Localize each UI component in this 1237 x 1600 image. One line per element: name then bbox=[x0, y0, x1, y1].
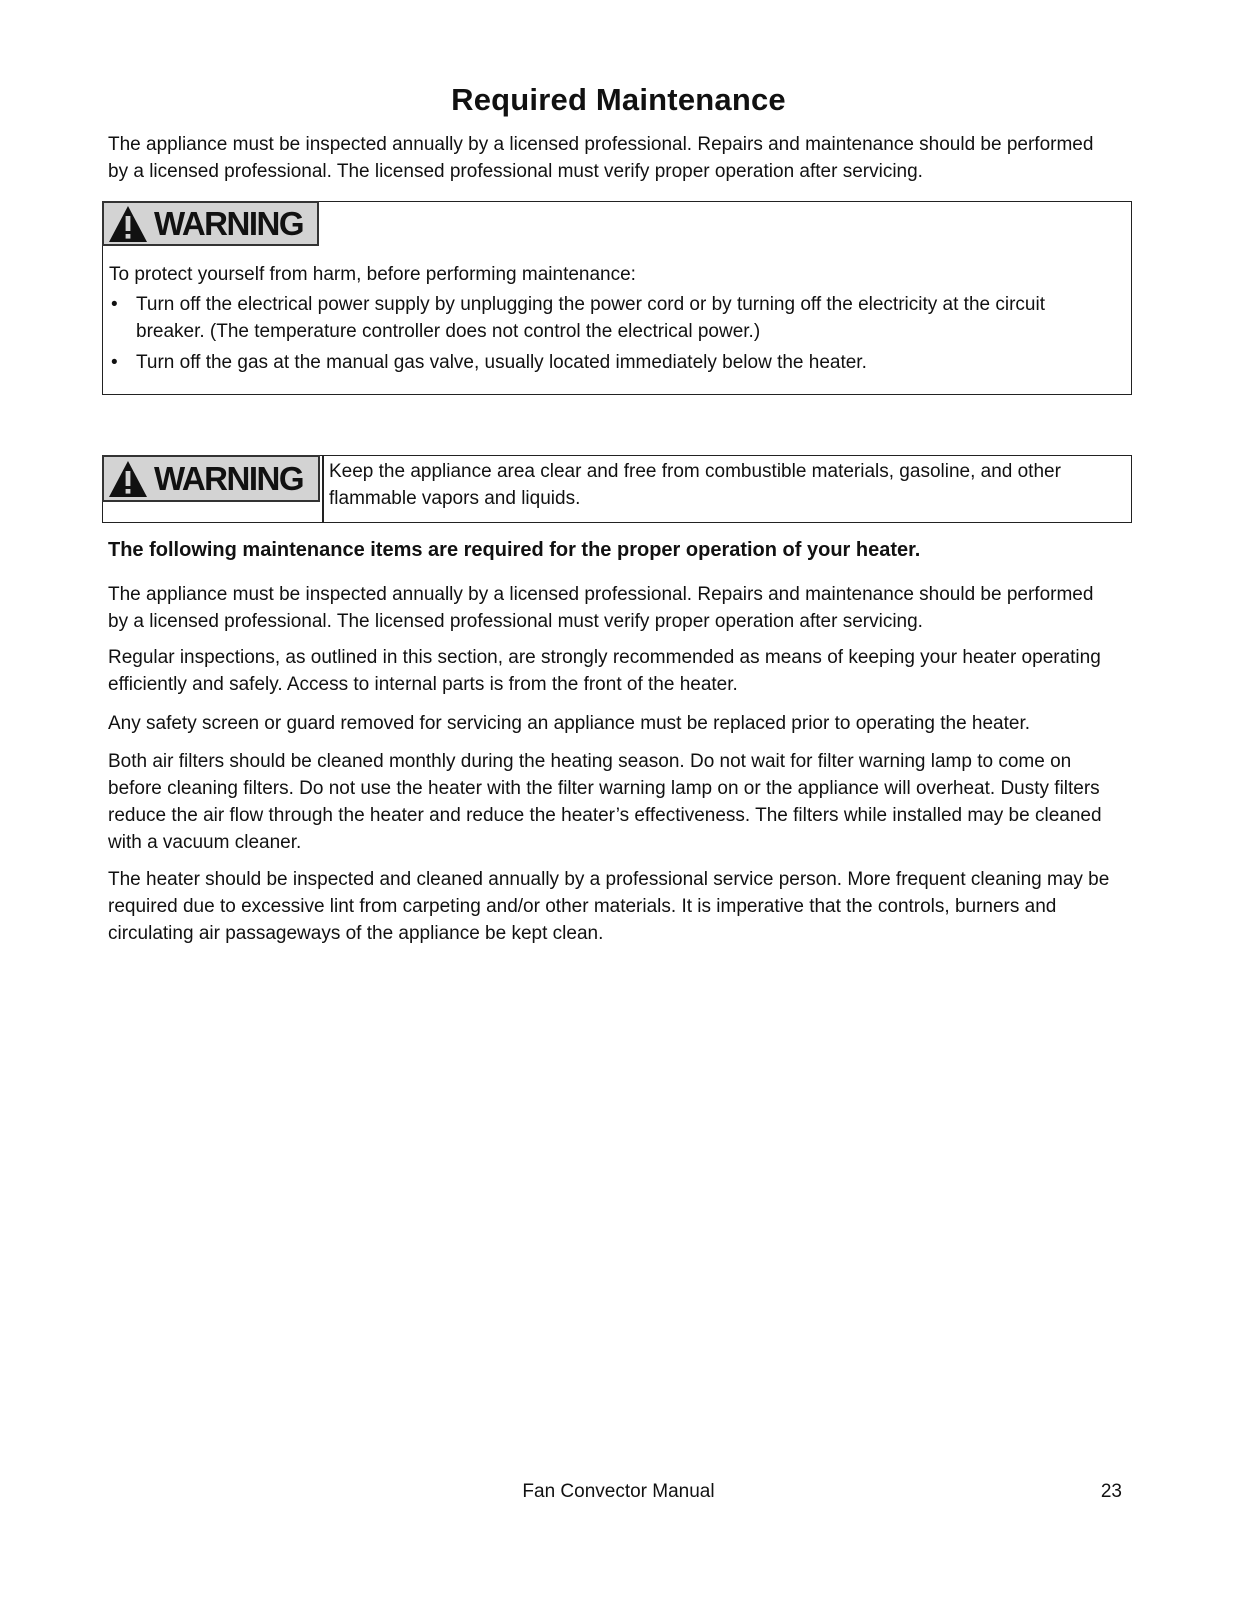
divider bbox=[322, 456, 324, 522]
maintenance-paragraph: The appliance must be inspected annually by a licensed professional. Repairs and maintenance should be performed by a licensed professional. The licensed professional must verify proper operation after servicing. bbox=[108, 584, 1094, 632]
intro-paragraph: The appliance must be inspected annually by a licensed professional. Repairs and maintenance should be performed by a licensed professional. The licensed professional must verify proper operation after servicing. bbox=[108, 134, 1094, 182]
page-number: 23 bbox=[1100, 1481, 1122, 1502]
warning-badge bbox=[102, 455, 320, 502]
page-title: Required Maintenance bbox=[451, 82, 786, 117]
warning-badge bbox=[102, 201, 319, 246]
maintenance-paragraph: Any safety screen or guard removed for servicing an appliance must be replaced prior to operating the heater. bbox=[108, 713, 1031, 734]
list-item bbox=[109, 291, 1109, 345]
bullet-icon: • bbox=[111, 352, 118, 373]
section-heading: The following maintenance items are required for the proper operation of your heater. bbox=[108, 539, 921, 561]
list-item bbox=[109, 349, 1109, 376]
bullet-icon: • bbox=[111, 294, 118, 315]
maintenance-paragraph: Both air filters should be cleaned monthly during the heating season. Do not wait for filter warning lamp to come on before cleaning filters. Do not use the heater with the filter warning lamp on or the appliance will overheat. Dusty filters reduce the air flow through the heater and reduce the heater’s effectiveness. The filters while installed may be cleaned with a vacuum cleaner. bbox=[108, 751, 1102, 853]
warning-text: Keep the appliance area clear and free from combustible materials, gasoline, and other flammable vapors and liquids. bbox=[329, 461, 1061, 509]
warning-label: WARNING bbox=[154, 460, 303, 497]
warning-bullet-list bbox=[109, 291, 1109, 380]
maintenance-paragraph: The heater should be inspected and cleaned annually by a professional service person. More frequent cleaning may be required due to excessive lint from carpeting and/or other materials. It is imperative that the controls, burners and circulating air passageways of the appliance be kept clean. bbox=[108, 869, 1110, 944]
warning-label: WARNING bbox=[154, 205, 303, 242]
warning-box-combustibles bbox=[102, 455, 1132, 523]
maintenance-paragraph: Regular inspections, as outlined in this section, are strongly recommended as means of keeping your heater operating efficiently and safely. Access to internal parts is from the front of the heater. bbox=[108, 647, 1101, 695]
warning-intro: To protect yourself from harm, before performing maintenance: bbox=[109, 264, 636, 285]
warning-icon bbox=[108, 205, 148, 243]
warning-box-power-gas bbox=[102, 201, 1132, 395]
footer-manual-name: Fan Convector Manual bbox=[522, 1481, 715, 1502]
bullet-text: Turn off the electrical power supply by unplugging the power cord or by turning off the electricity at the circuit breaker. (The temperature controller does not control the electrical power.) bbox=[136, 294, 1045, 342]
bullet-text: Turn off the gas at the manual gas valve, usually located immediately below the heater. bbox=[136, 352, 867, 373]
warning-icon bbox=[108, 460, 148, 498]
